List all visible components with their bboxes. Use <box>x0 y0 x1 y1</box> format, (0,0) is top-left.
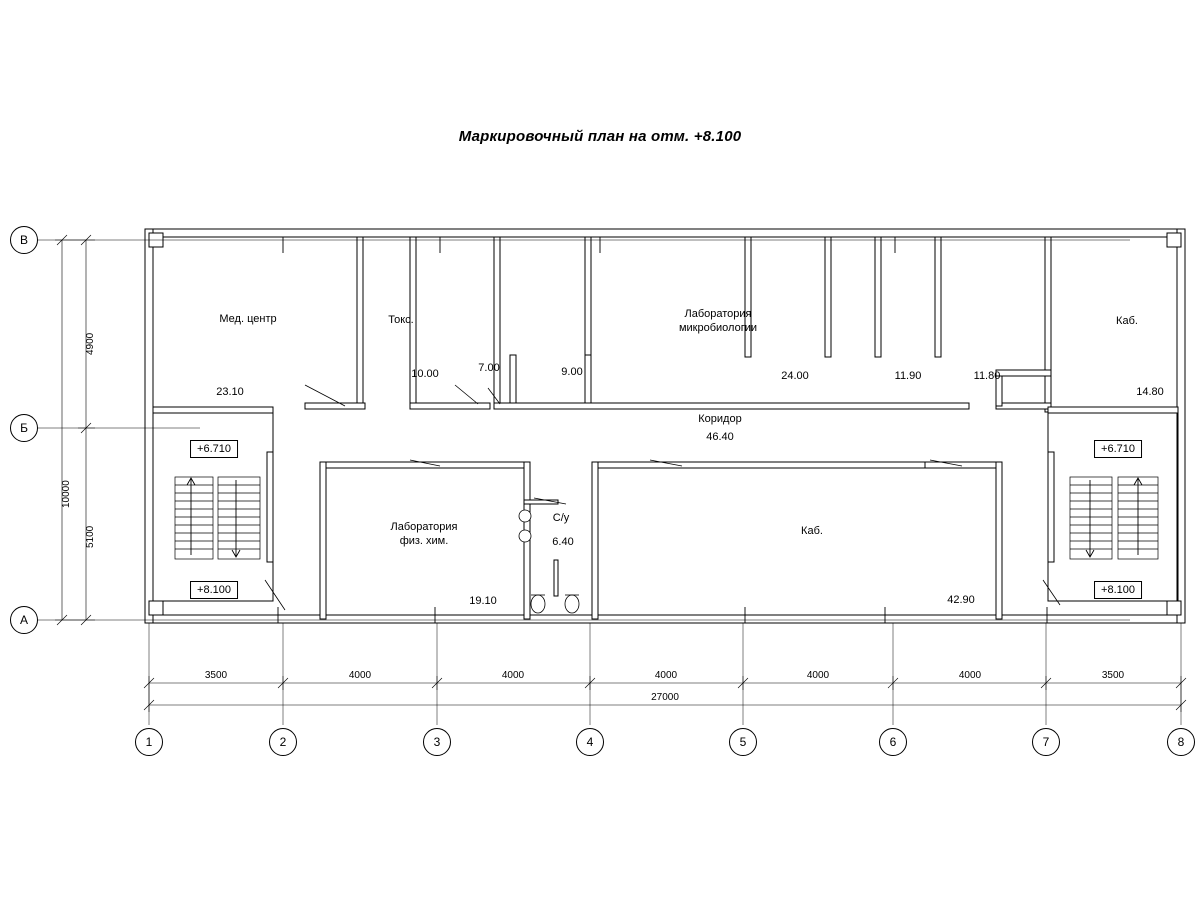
axis-marker-6[interactable]: 6 <box>879 728 907 756</box>
axis-marker-5[interactable]: 5 <box>729 728 757 756</box>
room-area-1180: 11.80 <box>973 370 1001 382</box>
axis-marker-4[interactable]: 4 <box>576 728 604 756</box>
axis-marker-8[interactable]: 8 <box>1167 728 1195 756</box>
room-area-med-center: 23.10 <box>216 386 244 398</box>
axis-marker-a[interactable]: А <box>10 606 38 634</box>
room-label-lab-phys-line1: Лаборатория <box>390 521 458 533</box>
total-depth-dimension: 10000 <box>61 480 72 508</box>
room-label-kab-center: Каб. <box>801 525 823 537</box>
bay-dimension-5: 4000 <box>806 670 830 681</box>
room-label-lab-phys-line2: физ. хим. <box>399 535 449 547</box>
bay-dimension-6: 4000 <box>958 670 982 681</box>
level-mark-right-lower: +8.100 <box>1094 581 1142 599</box>
bay-dimension-4: 4000 <box>654 670 678 681</box>
room-area-9: 9.00 <box>561 366 583 378</box>
room-label-lab-micro-line1: Лаборатория <box>684 308 752 320</box>
room-label-kab-right: Каб. <box>1116 315 1138 327</box>
room-label-lab-micro-line2: микробиологии <box>678 322 758 334</box>
room-area-1190: 11.90 <box>894 370 922 382</box>
axis-marker-7[interactable]: 7 <box>1032 728 1060 756</box>
room-area-wc: 6.40 <box>552 536 574 548</box>
room-label-toks: Токс. <box>388 314 414 326</box>
room-label-med-center: Мед. центр <box>219 313 277 325</box>
level-mark-right-upper: +6.710 <box>1094 440 1142 458</box>
drawing-title: Маркировочный план на отм. +8.100 <box>458 128 742 145</box>
room-label-wc: С/у <box>552 512 570 524</box>
axis-marker-2[interactable]: 2 <box>269 728 297 756</box>
bay-dimension-2: 4000 <box>348 670 372 681</box>
level-mark-left-lower: +8.100 <box>190 581 238 599</box>
bay-dimension-1: 3500 <box>204 670 228 681</box>
depth-dimension-1: 4900 <box>85 332 96 355</box>
axis-marker-3[interactable]: 3 <box>423 728 451 756</box>
bay-dimension-7: 3500 <box>1101 670 1125 681</box>
axis-marker-b[interactable]: Б <box>10 414 38 442</box>
total-dimension: 27000 <box>651 692 679 703</box>
bay-dimension-3: 4000 <box>501 670 525 681</box>
axis-marker-1[interactable]: 1 <box>135 728 163 756</box>
room-area-lab-phys: 19.10 <box>469 595 497 607</box>
room-label-corridor: Коридор <box>698 413 742 425</box>
depth-dimension-2: 5100 <box>85 525 96 548</box>
room-area-corridor: 46.40 <box>706 431 734 443</box>
room-area-lab-micro: 24.00 <box>781 370 809 382</box>
room-area-kab-center: 42.90 <box>947 594 975 606</box>
room-area-kab-right: 14.80 <box>1136 386 1164 398</box>
room-area-toks: 10.00 <box>411 368 439 380</box>
axis-marker-v[interactable]: В <box>10 226 38 254</box>
level-mark-left-upper: +6.710 <box>190 440 238 458</box>
room-area-7: 7.00 <box>478 362 500 374</box>
